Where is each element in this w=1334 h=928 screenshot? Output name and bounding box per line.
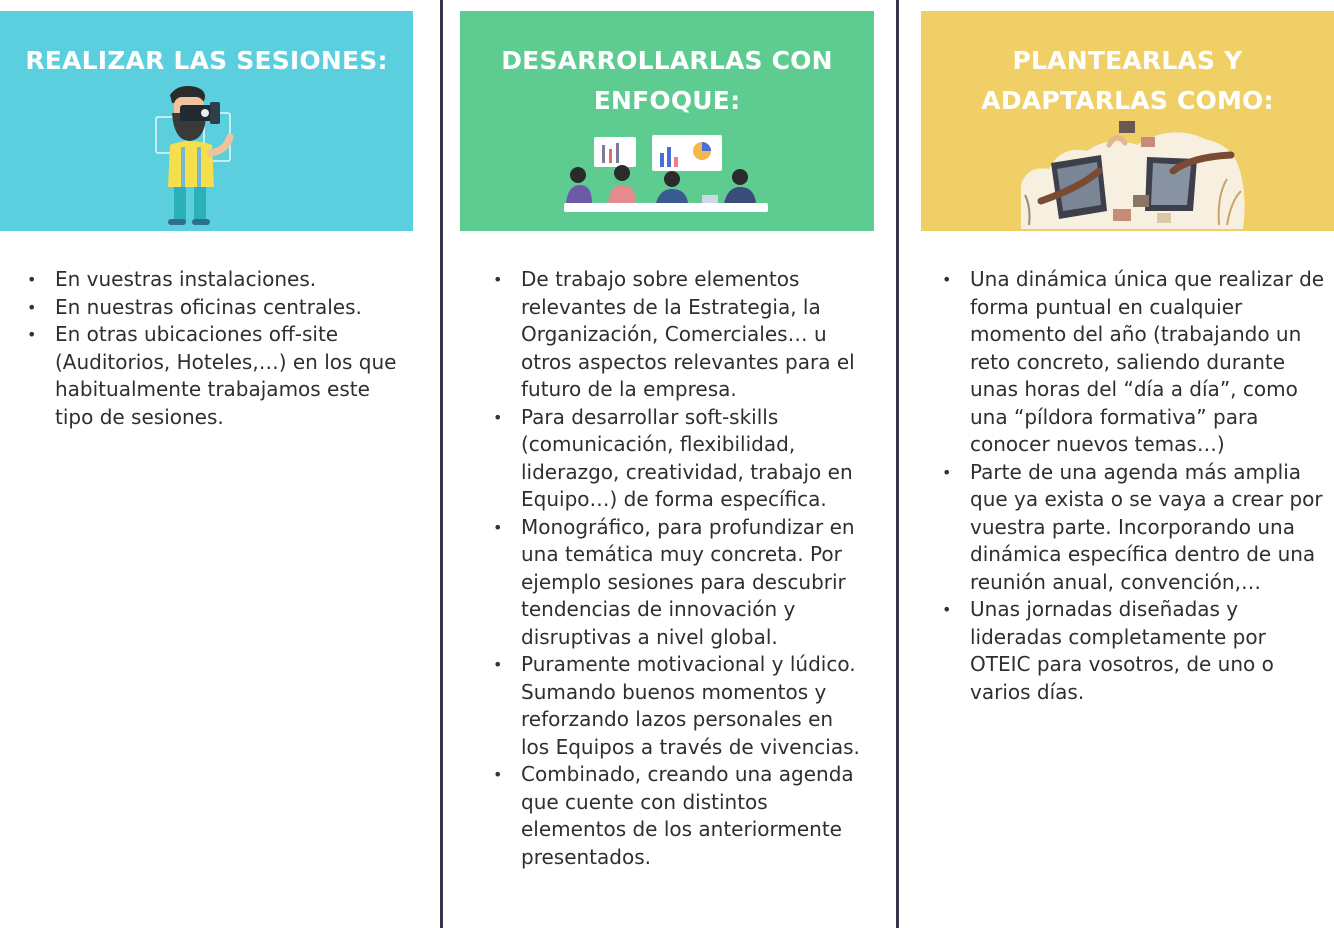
list-item: • En vuestras instalaciones. [55,266,405,294]
list-item: • En nuestras oficinas centrales. [55,294,405,322]
column-title [460,41,874,121]
vr-headset-person-illustration [150,83,240,228]
column-divider-left [440,0,443,928]
list-item: • En otras ubicaciones off-site (Auditorios, Hoteles,…) en los que habitualmente trabajamos este tipo de sesiones. [55,321,405,431]
list-item: • Parte de una agenda más amplia que ya exista o se vaya a crear por vuestra parte. Incorporando una dinámica específica dentro de una reunión anual, convención,… [970,459,1332,597]
list-item: • Unas jornadas diseñadas y lideradas completamente por OTEIC para vosotros, de uno o varios días. [970,596,1332,706]
column-header [921,11,1334,231]
column-realizar [0,0,413,928]
column-title-line: ADAPTARLAS COMO: [981,86,1274,115]
team-meeting-charts-illustration [564,135,768,213]
column-title [0,41,413,81]
bullet-list [55,266,405,431]
list-item: • De trabajo sobre elementos relevantes de la Estrategia, la Organización, Comerciales… u otros aspectos relevantes para el futuro de la empresa. [521,266,867,404]
column-title-line: PLANTEARLAS Y [1012,46,1243,75]
list-item: • Combinado, creando una agenda que cuente con distintos elementos de los anteriormente presentados. [521,761,867,871]
bullet-list [970,266,1332,706]
list-item: • Puramente motivacional y lúdico. Sumando buenos momentos y reforzando lazos personales en los Equipos a través de vivencias. [521,651,867,761]
laptops-building-blocks-illustration [1021,115,1247,229]
column-header [460,11,874,231]
column-title-line: DESARROLLARLAS CON [501,46,833,75]
list-item: • Una dinámica única que realizar de forma puntual en cualquier momento del año (trabajando un reto concreto, saliendo durante unas horas del “día a día”, como una “píldora formativa” para conocer nuevos temas…) [970,266,1332,459]
column-divider-right [896,0,899,928]
column-header [0,11,413,231]
list-item: • Monográfico, para profundizar en una temática muy concreta. Por ejemplo sesiones para descubrir tendencias de innovación y disruptivas a nivel global. [521,514,867,652]
column-plantearlas [921,0,1334,928]
column-title-line: REALIZAR LAS SESIONES: [25,46,388,75]
list-item: • Para desarrollar soft-skills (comunicación, flexibilidad, liderazgo, creatividad, trabajo en Equipo…) de forma específica. [521,404,867,514]
column-title [921,41,1334,121]
column-desarrollarlas [460,0,874,928]
column-title-line: ENFOQUE: [593,86,741,115]
bullet-list [521,266,867,871]
